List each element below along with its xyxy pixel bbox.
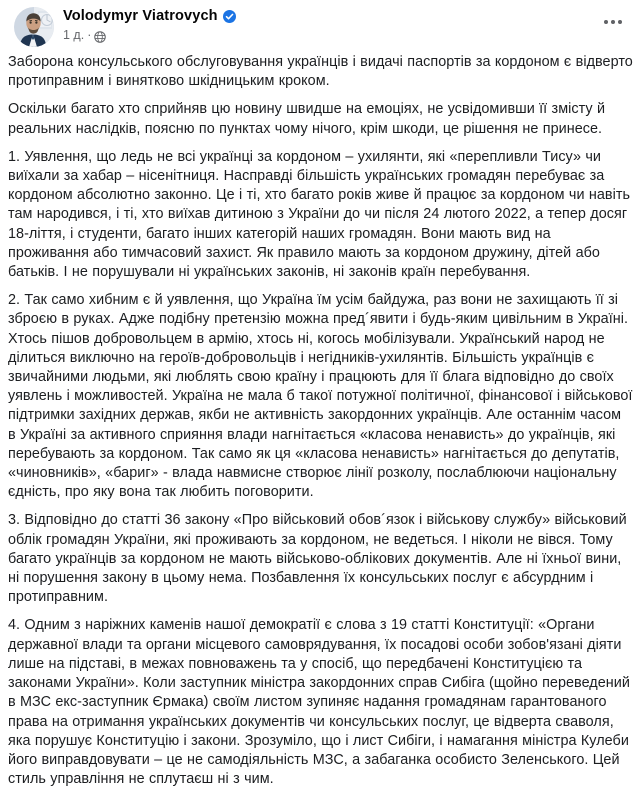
post-paragraph: 2. Так само хибним є й уявлення, що Україна їм усім байдужа, раз вони не захищають її зі зброєю в руках. Адже подібну претензію можна пред´явити і будь-яким цивільним в Україні. Хтось пішов добровольцем в армію, хтось ні, когось мобілізували. Український народ не ділиться виключно на героїв-добровольців і негідників-ухилянтів. Більшість українців є звичайними людьми, які люблять свою країну і працюють для її блага відповідно до своїх уявлень і можливостей. Україна не мала б такої потужної політичної, фінансової і військової підтримки західних держав, якби не активність закордонних українців. Але останнім часом в Україні за активного сприяння влади нагнітається «класова ненависть» до українців, які перебувають за кордоном. Так само як ця «класова ненависть» нагнітається до депутатів, «чиновників», «бариг» - влада навмисне створює лінії розколу, послаблюючи національну єдність, про яку вона так любить поговорити. [8, 292, 633, 501]
post-timestamp[interactable]: 1 д. [63, 28, 85, 42]
post-paragraph: Заборона консульського обслуговування українців і видачі паспортів за кордоном є відверто протиправним і винятково шкідницьким кроком. [8, 54, 633, 90]
post-body [0, 53, 642, 789]
avatar[interactable] [14, 7, 54, 47]
post-paragraph: 1. Уявлення, що ледь не всі українці за кордоном – ухилянти, які «перепливли Тису» чи виїхали за хабар – нісенітниця. Насправді більшість українських громадян перебуває за кордоном абсолютно законно. Це і ті, хто багато років живе й працює за кордоном чи навіть там народився, і ті, хто виїхав дитиною з України до чи після 24 лютого 2022, а тепер досяг 18-ліття, і студенти, багато інших категорій наших громадян. Вони мають вид на проживання або тимчасовий захист. Як правило мають за кордоном дружину, дітей або батьків. І не порушували ні українських законів, ні законів країн перебування. [8, 148, 630, 281]
author-name[interactable]: Volodymyr Viatrovych [63, 8, 218, 24]
menu-dot-2 [611, 20, 615, 24]
post-paragraph: 3. Відповідно до статті 36 закону «Про військовий обов´язок і військову службу» військовий облік громадян України, які проживають за кордоном, не ведеться. І ніколи не вівся. Тому багато українців за кордоном не мають військово-облікових документів. Але ні їхньої вини, ні порушення закону в цьому нема. Позбавлення їх консульських послуг є абсурдним і протиправним. [8, 512, 627, 606]
post-options-button[interactable] [598, 12, 628, 32]
menu-dot-1 [604, 20, 608, 24]
globe-icon[interactable] [94, 31, 106, 43]
post-paragraph: 4. Одним з наріжних каменів нашої демократії є слова з 19 статті Конституції: «Органи державної влади та органи місцевого самоврядування, їх посадові особи зобов'язані діяти лише на підставі, в межах повноважень та у спосіб, що передбачені Конституцією та законами України». Коли заступник міністра закордонних справ Сибіга (щойно переведений в МЗС екс-заступник Єрмака) своїм листом зупиняє надання громадянам гарантованого права на отримання українських документів чи консульських послуг, це відверта сваволя, яка порушує Конституцію і закони. Зрозуміло, що і лист Сибіги, і намагання міністра Кулеби його виправдовувати – це не самодіяльність МЗС, а забаганка особисто Зеленського. Цей стиль управління не сплутаєш ні з чим. [8, 617, 630, 788]
post-author-block [63, 7, 236, 43]
author-row [63, 7, 236, 26]
menu-dot-3 [618, 20, 622, 24]
meta-separator: · [87, 28, 92, 42]
post-header [0, 0, 642, 47]
post-paragraph: Оскільки багато хто сприйняв цю новину швидше на емоціях, не усвідомивши її змісту й реальних наслідків, поясню по пунктах чому нічого, крім шкоди, це рішення не принесе. [8, 101, 606, 137]
post-meta-row [63, 28, 236, 43]
verified-badge-icon [223, 10, 236, 23]
